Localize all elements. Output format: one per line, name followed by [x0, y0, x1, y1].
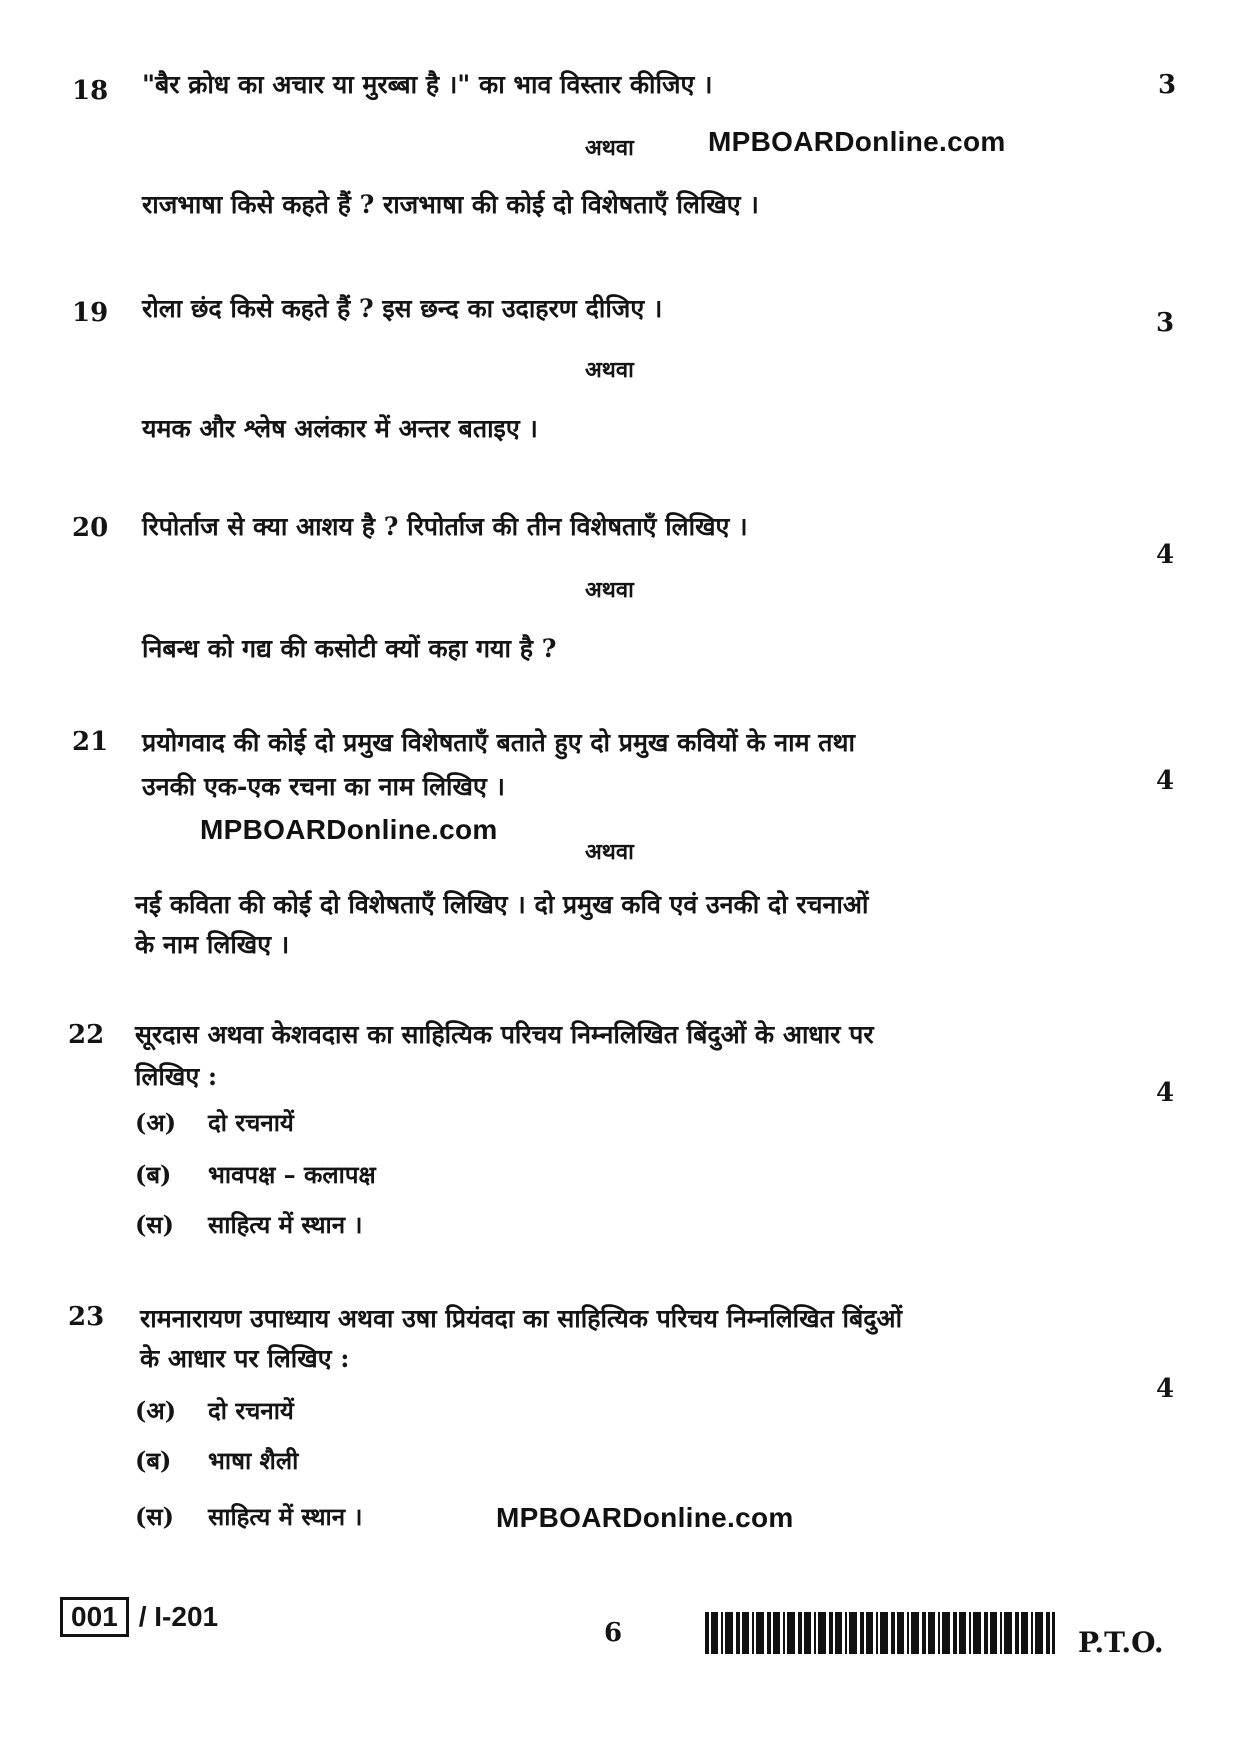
watermark-text: MPBOARDonline.com: [496, 1502, 794, 1533]
question-22-marks: 4: [1156, 1078, 1175, 1108]
question-20-text: रिपोर्ताज से क्या आशय है ? रिपोर्ताज की तीन विशेषताएँ लिखिए ।: [142, 512, 748, 541]
paper-code-box: 001: [60, 1597, 129, 1637]
question-22-number: 22: [68, 1020, 105, 1050]
watermark-text: MPBOARDonline.com: [708, 126, 1006, 157]
question-22-line-2: लिखिए :: [135, 1062, 218, 1091]
question-22-sub-label-b: (ब): [135, 1160, 172, 1189]
watermark-text: MPBOARDonline.com: [200, 814, 498, 845]
question-23-line-1: रामनारायण उपाध्याय अथवा उषा प्रियंवदा का साहित्यिक परिचय निम्नलिखित बिंदुओं: [140, 1304, 903, 1333]
question-19-number: 19: [72, 298, 109, 328]
question-23-number: 23: [68, 1302, 105, 1332]
question-20-marks: 4: [1156, 540, 1175, 570]
question-18-marks: 3: [1158, 70, 1177, 100]
question-22-sub-label-a: (अ): [135, 1108, 177, 1137]
question-21-line-1: प्रयोगवाद की कोई दो प्रमुख विशेषताएँ बताते हुए दो प्रमुख कवियों के नाम तथा: [142, 728, 855, 757]
question-18-number: 18: [72, 76, 109, 106]
question-20-number: 20: [72, 513, 109, 543]
question-22-sub-text-b: भावपक्ष – कलापक्ष: [208, 1160, 376, 1189]
barcode: [705, 1612, 1055, 1654]
question-21-alt-line-1: नई कविता की कोई दो विशेषताएँ लिखिए । दो प्रमुख कवि एवं उनकी दो रचनाओं: [135, 890, 869, 919]
pto-label: P.T.O.: [1078, 1626, 1164, 1659]
paper-code: [60, 1597, 218, 1637]
paper-code-suffix: / I-201: [138, 1601, 219, 1632]
question-21-or: अथवा: [585, 839, 634, 865]
question-22-sub-text-a: दो रचनायें: [208, 1108, 294, 1137]
question-20-or: अथवा: [585, 577, 634, 603]
question-18-alt: राजभाषा किसे कहते हैं ? राजभाषा की कोई दो विशेषताएँ लिखिए ।: [142, 190, 759, 219]
question-23-sub-label-c: (स): [135, 1502, 174, 1531]
question-21-marks: 4: [1156, 766, 1175, 796]
question-21-line-2: उनकी एक-एक रचना का नाम लिखिए ।: [142, 772, 505, 801]
question-18-or: अथवा: [585, 135, 634, 161]
question-23-sub-text-a: दो रचनायें: [208, 1396, 294, 1425]
question-21-number: 21: [72, 727, 109, 757]
question-23-sub-text-b: भाषा शैली: [208, 1446, 299, 1475]
question-22-sub-text-c: साहित्य में स्थान ।: [208, 1210, 363, 1239]
question-18-text: "बैर क्रोध का अचार या मुरब्बा है ।" का भाव विस्तार कीजिए ।: [142, 70, 713, 99]
question-21-alt-line-2: के नाम लिखिए ।: [135, 930, 290, 959]
question-20-alt: निबन्ध को गद्य की कसोटी क्यों कहा गया है ?: [142, 634, 557, 663]
page-number: 6: [604, 1618, 623, 1648]
question-23-sub-label-b: (ब): [135, 1446, 172, 1475]
question-23-sub-text-c: साहित्य में स्थान ।: [208, 1502, 363, 1531]
question-19-marks: 3: [1156, 308, 1175, 338]
question-22-sub-label-c: (स): [135, 1210, 174, 1239]
question-23-sub-label-a: (अ): [135, 1396, 177, 1425]
question-22-line-1: सूरदास अथवा केशवदास का साहित्यिक परिचय निम्नलिखित बिंदुओं के आधार पर: [135, 1020, 874, 1049]
question-19-alt: यमक और श्लेष अलंकार में अन्तर बताइए ।: [142, 414, 538, 443]
question-23-marks: 4: [1156, 1374, 1175, 1404]
question-19-or: अथवा: [585, 357, 634, 383]
question-19-text: रोला छंद किसे कहते हैं ? इस छन्द का उदाहरण दीजिए ।: [142, 294, 663, 323]
question-23-line-2: के आधार पर लिखिए :: [140, 1344, 350, 1373]
